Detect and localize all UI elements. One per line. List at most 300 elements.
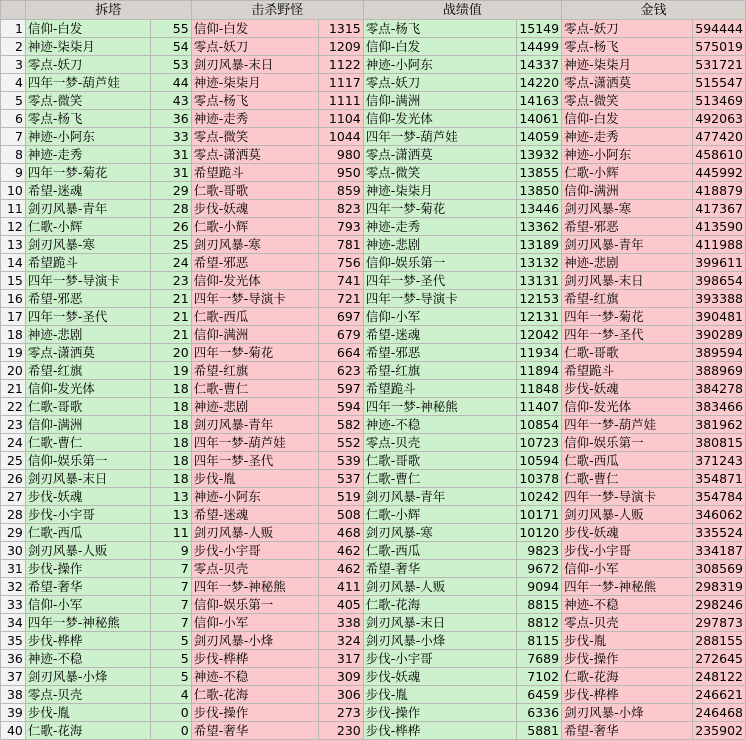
score-player-cell[interactable]: 四年一梦-菊花 (363, 200, 517, 218)
towers-value-cell[interactable]: 21 (151, 290, 192, 308)
header-jungle-kills[interactable]: 击杀野怪 (191, 1, 363, 20)
score-value-cell[interactable]: 14220 (517, 74, 562, 92)
row-number-cell[interactable]: 8 (1, 146, 26, 164)
row-number-cell[interactable]: 27 (1, 488, 26, 506)
score-player-cell[interactable]: 零点-潇洒莫 (363, 146, 517, 164)
row-number-cell[interactable]: 10 (1, 182, 26, 200)
jungle-player-cell[interactable]: 步伐-妖魂 (191, 200, 318, 218)
towers-player-cell[interactable]: 剑刃风暴-青年 (25, 200, 150, 218)
jungle-value-cell[interactable]: 781 (318, 236, 363, 254)
score-player-cell[interactable]: 四年一梦-导演卡 (363, 290, 517, 308)
towers-value-cell[interactable]: 33 (151, 128, 192, 146)
score-value-cell[interactable]: 12131 (517, 308, 562, 326)
score-player-cell[interactable]: 希望-奢华 (363, 560, 517, 578)
jungle-player-cell[interactable]: 四年一梦-导演卡 (191, 290, 318, 308)
jungle-player-cell[interactable]: 希望-邪恶 (191, 254, 318, 272)
towers-player-cell[interactable]: 仁歌-花海 (25, 722, 150, 740)
jungle-value-cell[interactable]: 823 (318, 200, 363, 218)
jungle-player-cell[interactable]: 仁歌-花海 (191, 686, 318, 704)
score-value-cell[interactable]: 13132 (517, 254, 562, 272)
towers-player-cell[interactable]: 剑刃风暴-末日 (25, 470, 150, 488)
towers-value-cell[interactable]: 7 (151, 596, 192, 614)
towers-value-cell[interactable]: 36 (151, 110, 192, 128)
towers-player-cell[interactable]: 仁歌-小辉 (25, 218, 150, 236)
towers-value-cell[interactable]: 7 (151, 560, 192, 578)
towers-value-cell[interactable]: 19 (151, 362, 192, 380)
jungle-player-cell[interactable]: 神迹-柒柒月 (191, 74, 318, 92)
jungle-value-cell[interactable]: 230 (318, 722, 363, 740)
gold-player-cell[interactable]: 仁歌-花海 (562, 668, 693, 686)
gold-value-cell[interactable]: 308569 (693, 560, 746, 578)
jungle-player-cell[interactable]: 仁歌-西瓜 (191, 308, 318, 326)
jungle-player-cell[interactable]: 信仰-娱乐第一 (191, 596, 318, 614)
score-player-cell[interactable]: 剑刃风暴-青年 (363, 488, 517, 506)
gold-value-cell[interactable]: 248122 (693, 668, 746, 686)
gold-player-cell[interactable]: 零点-潇洒莫 (562, 74, 693, 92)
towers-value-cell[interactable]: 7 (151, 578, 192, 596)
gold-value-cell[interactable]: 594444 (693, 20, 746, 38)
row-number-cell[interactable]: 24 (1, 434, 26, 452)
gold-value-cell[interactable]: 384278 (693, 380, 746, 398)
jungle-value-cell[interactable]: 980 (318, 146, 363, 164)
jungle-player-cell[interactable]: 剑刃风暴-人贩 (191, 524, 318, 542)
score-value-cell[interactable]: 9672 (517, 560, 562, 578)
gold-player-cell[interactable]: 步伐-桦桦 (562, 686, 693, 704)
jungle-value-cell[interactable]: 664 (318, 344, 363, 362)
gold-value-cell[interactable]: 346062 (693, 506, 746, 524)
jungle-player-cell[interactable]: 希望-红旗 (191, 362, 318, 380)
towers-player-cell[interactable]: 步伐-桦桦 (25, 632, 150, 650)
row-number-cell[interactable]: 4 (1, 74, 26, 92)
score-value-cell[interactable]: 7102 (517, 668, 562, 686)
score-value-cell[interactable]: 14059 (517, 128, 562, 146)
jungle-value-cell[interactable]: 1044 (318, 128, 363, 146)
gold-value-cell[interactable]: 354871 (693, 470, 746, 488)
gold-value-cell[interactable]: 246621 (693, 686, 746, 704)
score-player-cell[interactable]: 零点-微笑 (363, 164, 517, 182)
gold-player-cell[interactable]: 希望跪斗 (562, 362, 693, 380)
jungle-player-cell[interactable]: 希望-迷魂 (191, 506, 318, 524)
gold-player-cell[interactable]: 神迹-不稳 (562, 596, 693, 614)
gold-value-cell[interactable]: 399611 (693, 254, 746, 272)
towers-value-cell[interactable]: 11 (151, 524, 192, 542)
jungle-player-cell[interactable]: 神迹-走秀 (191, 110, 318, 128)
towers-player-cell[interactable]: 神迹-小阿东 (25, 128, 150, 146)
score-value-cell[interactable]: 12153 (517, 290, 562, 308)
gold-player-cell[interactable]: 信仰-娱乐第一 (562, 434, 693, 452)
score-value-cell[interactable]: 12042 (517, 326, 562, 344)
row-number-cell[interactable]: 12 (1, 218, 26, 236)
jungle-value-cell[interactable]: 1209 (318, 38, 363, 56)
gold-value-cell[interactable]: 371243 (693, 452, 746, 470)
row-number-cell[interactable]: 35 (1, 632, 26, 650)
towers-player-cell[interactable]: 步伐-胤 (25, 704, 150, 722)
gold-player-cell[interactable]: 零点-杨飞 (562, 38, 693, 56)
towers-value-cell[interactable]: 54 (151, 38, 192, 56)
gold-player-cell[interactable]: 信仰-白发 (562, 110, 693, 128)
score-player-cell[interactable]: 四年一梦-葫芦娃 (363, 128, 517, 146)
row-number-cell[interactable]: 34 (1, 614, 26, 632)
jungle-value-cell[interactable]: 338 (318, 614, 363, 632)
gold-value-cell[interactable]: 513469 (693, 92, 746, 110)
row-number-cell[interactable]: 13 (1, 236, 26, 254)
jungle-player-cell[interactable]: 希望-奢华 (191, 722, 318, 740)
score-value-cell[interactable]: 10854 (517, 416, 562, 434)
jungle-player-cell[interactable]: 剑刃风暴-青年 (191, 416, 318, 434)
towers-player-cell[interactable]: 仁歌-哥歌 (25, 398, 150, 416)
score-value-cell[interactable]: 13932 (517, 146, 562, 164)
gold-value-cell[interactable]: 531721 (693, 56, 746, 74)
jungle-player-cell[interactable]: 零点-潇洒莫 (191, 146, 318, 164)
towers-player-cell[interactable]: 零点-贝壳 (25, 686, 150, 704)
jungle-player-cell[interactable]: 零点-微笑 (191, 128, 318, 146)
row-number-cell[interactable]: 32 (1, 578, 26, 596)
jungle-value-cell[interactable]: 405 (318, 596, 363, 614)
gold-value-cell[interactable]: 335524 (693, 524, 746, 542)
gold-value-cell[interactable]: 388969 (693, 362, 746, 380)
row-number-cell[interactable]: 5 (1, 92, 26, 110)
jungle-player-cell[interactable]: 信仰-满洲 (191, 326, 318, 344)
score-value-cell[interactable]: 13446 (517, 200, 562, 218)
gold-value-cell[interactable]: 235902 (693, 722, 746, 740)
jungle-player-cell[interactable]: 零点-妖刀 (191, 38, 318, 56)
score-value-cell[interactable]: 14163 (517, 92, 562, 110)
towers-value-cell[interactable]: 21 (151, 326, 192, 344)
score-value-cell[interactable]: 13855 (517, 164, 562, 182)
score-value-cell[interactable]: 10242 (517, 488, 562, 506)
towers-player-cell[interactable]: 信仰-白发 (25, 20, 150, 38)
gold-value-cell[interactable]: 334187 (693, 542, 746, 560)
gold-value-cell[interactable]: 492063 (693, 110, 746, 128)
jungle-value-cell[interactable]: 721 (318, 290, 363, 308)
row-number-cell[interactable]: 15 (1, 272, 26, 290)
jungle-value-cell[interactable]: 324 (318, 632, 363, 650)
towers-player-cell[interactable]: 四年一梦-葫芦娃 (25, 74, 150, 92)
gold-player-cell[interactable]: 步伐-胤 (562, 632, 693, 650)
row-number-cell[interactable]: 26 (1, 470, 26, 488)
towers-player-cell[interactable]: 零点-杨飞 (25, 110, 150, 128)
score-player-cell[interactable]: 零点-贝壳 (363, 434, 517, 452)
gold-value-cell[interactable]: 297873 (693, 614, 746, 632)
jungle-player-cell[interactable]: 四年一梦-圣代 (191, 452, 318, 470)
towers-value-cell[interactable]: 25 (151, 236, 192, 254)
jungle-value-cell[interactable]: 950 (318, 164, 363, 182)
row-number-cell[interactable]: 31 (1, 560, 26, 578)
score-player-cell[interactable]: 剑刃风暴-人贩 (363, 578, 517, 596)
jungle-player-cell[interactable]: 步伐-桦桦 (191, 650, 318, 668)
towers-value-cell[interactable]: 0 (151, 722, 192, 740)
gold-player-cell[interactable]: 希望-邪恶 (562, 218, 693, 236)
jungle-player-cell[interactable]: 步伐-操作 (191, 704, 318, 722)
score-player-cell[interactable]: 神迹-悲剧 (363, 236, 517, 254)
score-value-cell[interactable]: 14061 (517, 110, 562, 128)
score-player-cell[interactable]: 步伐-妖魂 (363, 668, 517, 686)
score-player-cell[interactable]: 步伐-操作 (363, 704, 517, 722)
row-number-cell[interactable]: 9 (1, 164, 26, 182)
row-number-cell[interactable]: 36 (1, 650, 26, 668)
score-player-cell[interactable]: 神迹-不稳 (363, 416, 517, 434)
gold-value-cell[interactable]: 575019 (693, 38, 746, 56)
jungle-player-cell[interactable]: 仁歌-小辉 (191, 218, 318, 236)
jungle-value-cell[interactable]: 1104 (318, 110, 363, 128)
towers-value-cell[interactable]: 24 (151, 254, 192, 272)
jungle-player-cell[interactable]: 神迹-小阿东 (191, 488, 318, 506)
score-player-cell[interactable]: 剑刃风暴-寒 (363, 524, 517, 542)
score-player-cell[interactable]: 步伐-小宇哥 (363, 650, 517, 668)
score-player-cell[interactable]: 仁歌-曹仁 (363, 470, 517, 488)
towers-value-cell[interactable]: 5 (151, 632, 192, 650)
gold-player-cell[interactable]: 四年一梦-葫芦娃 (562, 416, 693, 434)
towers-player-cell[interactable]: 希望-红旗 (25, 362, 150, 380)
gold-player-cell[interactable]: 信仰-发光体 (562, 398, 693, 416)
towers-value-cell[interactable]: 5 (151, 668, 192, 686)
towers-player-cell[interactable]: 信仰-小军 (25, 596, 150, 614)
gold-value-cell[interactable]: 383466 (693, 398, 746, 416)
jungle-value-cell[interactable]: 1117 (318, 74, 363, 92)
row-number-cell[interactable]: 39 (1, 704, 26, 722)
row-number-cell[interactable]: 38 (1, 686, 26, 704)
jungle-value-cell[interactable]: 1122 (318, 56, 363, 74)
corner-cell[interactable] (1, 1, 26, 20)
towers-player-cell[interactable]: 剑刃风暴-寒 (25, 236, 150, 254)
towers-player-cell[interactable]: 四年一梦-导演卡 (25, 272, 150, 290)
towers-player-cell[interactable]: 信仰-发光体 (25, 380, 150, 398)
gold-value-cell[interactable]: 417367 (693, 200, 746, 218)
row-number-cell[interactable]: 19 (1, 344, 26, 362)
score-value-cell[interactable]: 10378 (517, 470, 562, 488)
gold-value-cell[interactable]: 246468 (693, 704, 746, 722)
towers-value-cell[interactable]: 18 (151, 380, 192, 398)
gold-value-cell[interactable]: 445992 (693, 164, 746, 182)
score-player-cell[interactable]: 步伐-胤 (363, 686, 517, 704)
jungle-value-cell[interactable]: 317 (318, 650, 363, 668)
towers-value-cell[interactable]: 18 (151, 398, 192, 416)
gold-value-cell[interactable]: 380815 (693, 434, 746, 452)
gold-player-cell[interactable]: 步伐-操作 (562, 650, 693, 668)
row-number-cell[interactable]: 6 (1, 110, 26, 128)
score-value-cell[interactable]: 13362 (517, 218, 562, 236)
jungle-player-cell[interactable]: 四年一梦-葫芦娃 (191, 434, 318, 452)
jungle-value-cell[interactable]: 1315 (318, 20, 363, 38)
jungle-value-cell[interactable]: 306 (318, 686, 363, 704)
score-player-cell[interactable]: 信仰-发光体 (363, 110, 517, 128)
row-number-cell[interactable]: 30 (1, 542, 26, 560)
gold-player-cell[interactable]: 希望-红旗 (562, 290, 693, 308)
towers-value-cell[interactable]: 31 (151, 164, 192, 182)
score-value-cell[interactable]: 11934 (517, 344, 562, 362)
score-player-cell[interactable]: 希望跪斗 (363, 380, 517, 398)
score-player-cell[interactable]: 仁歌-哥歌 (363, 452, 517, 470)
gold-value-cell[interactable]: 298246 (693, 596, 746, 614)
gold-player-cell[interactable]: 四年一梦-圣代 (562, 326, 693, 344)
score-player-cell[interactable]: 四年一梦-神秘熊 (363, 398, 517, 416)
towers-player-cell[interactable]: 神迹-走秀 (25, 146, 150, 164)
towers-value-cell[interactable]: 28 (151, 200, 192, 218)
score-player-cell[interactable]: 信仰-娱乐第一 (363, 254, 517, 272)
score-value-cell[interactable]: 10120 (517, 524, 562, 542)
jungle-player-cell[interactable]: 信仰-发光体 (191, 272, 318, 290)
towers-player-cell[interactable]: 剑刃风暴-人贩 (25, 542, 150, 560)
score-player-cell[interactable]: 仁歌-花海 (363, 596, 517, 614)
score-player-cell[interactable]: 神迹-走秀 (363, 218, 517, 236)
score-value-cell[interactable]: 8115 (517, 632, 562, 650)
row-number-cell[interactable]: 18 (1, 326, 26, 344)
jungle-value-cell[interactable]: 697 (318, 308, 363, 326)
towers-player-cell[interactable]: 希望-邪恶 (25, 290, 150, 308)
towers-player-cell[interactable]: 仁歌-曹仁 (25, 434, 150, 452)
towers-player-cell[interactable]: 零点-妖刀 (25, 56, 150, 74)
towers-value-cell[interactable]: 18 (151, 470, 192, 488)
score-player-cell[interactable]: 希望-迷魂 (363, 326, 517, 344)
score-value-cell[interactable]: 13189 (517, 236, 562, 254)
score-player-cell[interactable]: 剑刃风暴-小烽 (363, 632, 517, 650)
row-number-cell[interactable]: 1 (1, 20, 26, 38)
towers-player-cell[interactable]: 剑刃风暴-小烽 (25, 668, 150, 686)
score-player-cell[interactable]: 信仰-满洲 (363, 92, 517, 110)
jungle-player-cell[interactable]: 信仰-小军 (191, 614, 318, 632)
jungle-value-cell[interactable]: 859 (318, 182, 363, 200)
jungle-value-cell[interactable]: 539 (318, 452, 363, 470)
towers-player-cell[interactable]: 零点-微笑 (25, 92, 150, 110)
towers-value-cell[interactable]: 20 (151, 344, 192, 362)
jungle-player-cell[interactable]: 剑刃风暴-寒 (191, 236, 318, 254)
towers-value-cell[interactable]: 53 (151, 56, 192, 74)
score-player-cell[interactable]: 仁歌-西瓜 (363, 542, 517, 560)
score-player-cell[interactable]: 零点-妖刀 (363, 74, 517, 92)
towers-player-cell[interactable]: 步伐-小宇哥 (25, 506, 150, 524)
gold-player-cell[interactable]: 仁歌-曹仁 (562, 470, 693, 488)
towers-player-cell[interactable]: 信仰-满洲 (25, 416, 150, 434)
score-player-cell[interactable]: 神迹-小阿东 (363, 56, 517, 74)
score-value-cell[interactable]: 10171 (517, 506, 562, 524)
score-value-cell[interactable]: 13850 (517, 182, 562, 200)
gold-player-cell[interactable]: 剑刃风暴-人贩 (562, 506, 693, 524)
score-player-cell[interactable]: 仁歌-小辉 (363, 506, 517, 524)
gold-value-cell[interactable]: 477420 (693, 128, 746, 146)
row-number-cell[interactable]: 17 (1, 308, 26, 326)
jungle-value-cell[interactable]: 519 (318, 488, 363, 506)
towers-player-cell[interactable]: 仁歌-西瓜 (25, 524, 150, 542)
gold-player-cell[interactable]: 神迹-走秀 (562, 128, 693, 146)
jungle-value-cell[interactable]: 594 (318, 398, 363, 416)
score-value-cell[interactable]: 7689 (517, 650, 562, 668)
towers-value-cell[interactable]: 21 (151, 308, 192, 326)
row-number-cell[interactable]: 7 (1, 128, 26, 146)
towers-value-cell[interactable]: 44 (151, 74, 192, 92)
gold-value-cell[interactable]: 393388 (693, 290, 746, 308)
jungle-player-cell[interactable]: 四年一梦-菊花 (191, 344, 318, 362)
gold-value-cell[interactable]: 298319 (693, 578, 746, 596)
towers-player-cell[interactable]: 希望跪斗 (25, 254, 150, 272)
score-value-cell[interactable]: 6336 (517, 704, 562, 722)
gold-player-cell[interactable]: 四年一梦-导演卡 (562, 488, 693, 506)
gold-player-cell[interactable]: 剑刃风暴-小烽 (562, 704, 693, 722)
jungle-value-cell[interactable]: 552 (318, 434, 363, 452)
score-value-cell[interactable]: 8815 (517, 596, 562, 614)
score-value-cell[interactable]: 8812 (517, 614, 562, 632)
jungle-player-cell[interactable]: 步伐-小宇哥 (191, 542, 318, 560)
jungle-player-cell[interactable]: 仁歌-哥歌 (191, 182, 318, 200)
score-value-cell[interactable]: 11848 (517, 380, 562, 398)
gold-value-cell[interactable]: 515547 (693, 74, 746, 92)
row-number-cell[interactable]: 25 (1, 452, 26, 470)
jungle-value-cell[interactable]: 462 (318, 542, 363, 560)
gold-player-cell[interactable]: 神迹-柒柒月 (562, 56, 693, 74)
towers-value-cell[interactable]: 18 (151, 452, 192, 470)
towers-player-cell[interactable]: 神迹-悲剧 (25, 326, 150, 344)
header-gold[interactable]: 金钱 (562, 1, 746, 20)
towers-player-cell[interactable]: 四年一梦-神秘熊 (25, 614, 150, 632)
gold-player-cell[interactable]: 仁歌-哥歌 (562, 344, 693, 362)
gold-value-cell[interactable]: 458610 (693, 146, 746, 164)
towers-value-cell[interactable]: 9 (151, 542, 192, 560)
jungle-player-cell[interactable]: 步伐-胤 (191, 470, 318, 488)
gold-player-cell[interactable]: 四年一梦-菊花 (562, 308, 693, 326)
jungle-player-cell[interactable]: 神迹-不稳 (191, 668, 318, 686)
gold-player-cell[interactable]: 神迹-小阿东 (562, 146, 693, 164)
jungle-value-cell[interactable]: 756 (318, 254, 363, 272)
jungle-value-cell[interactable]: 679 (318, 326, 363, 344)
jungle-value-cell[interactable]: 793 (318, 218, 363, 236)
score-value-cell[interactable]: 14337 (517, 56, 562, 74)
gold-player-cell[interactable]: 信仰-满洲 (562, 182, 693, 200)
gold-player-cell[interactable]: 零点-微笑 (562, 92, 693, 110)
jungle-value-cell[interactable]: 623 (318, 362, 363, 380)
towers-player-cell[interactable]: 四年一梦-菊花 (25, 164, 150, 182)
score-player-cell[interactable]: 步伐-桦桦 (363, 722, 517, 740)
gold-player-cell[interactable]: 仁歌-小辉 (562, 164, 693, 182)
towers-player-cell[interactable]: 神迹-不稳 (25, 650, 150, 668)
towers-value-cell[interactable]: 18 (151, 416, 192, 434)
jungle-value-cell[interactable]: 597 (318, 380, 363, 398)
jungle-value-cell[interactable]: 537 (318, 470, 363, 488)
towers-value-cell[interactable]: 55 (151, 20, 192, 38)
gold-player-cell[interactable]: 剑刃风暴-寒 (562, 200, 693, 218)
gold-value-cell[interactable]: 413590 (693, 218, 746, 236)
gold-value-cell[interactable]: 390481 (693, 308, 746, 326)
towers-player-cell[interactable]: 零点-潇洒莫 (25, 344, 150, 362)
towers-value-cell[interactable]: 23 (151, 272, 192, 290)
score-value-cell[interactable]: 9094 (517, 578, 562, 596)
score-player-cell[interactable]: 信仰-小军 (363, 308, 517, 326)
jungle-value-cell[interactable]: 411 (318, 578, 363, 596)
header-score[interactable]: 战绩值 (363, 1, 561, 20)
gold-player-cell[interactable]: 剑刃风暴-末日 (562, 272, 693, 290)
jungle-player-cell[interactable]: 仁歌-曹仁 (191, 380, 318, 398)
jungle-player-cell[interactable]: 剑刃风暴-末日 (191, 56, 318, 74)
row-number-cell[interactable]: 40 (1, 722, 26, 740)
row-number-cell[interactable]: 14 (1, 254, 26, 272)
jungle-player-cell[interactable]: 希望跪斗 (191, 164, 318, 182)
row-number-cell[interactable]: 23 (1, 416, 26, 434)
towers-value-cell[interactable]: 13 (151, 488, 192, 506)
gold-value-cell[interactable]: 411988 (693, 236, 746, 254)
jungle-player-cell[interactable]: 四年一梦-神秘熊 (191, 578, 318, 596)
row-number-cell[interactable]: 28 (1, 506, 26, 524)
towers-value-cell[interactable]: 43 (151, 92, 192, 110)
score-value-cell[interactable]: 11894 (517, 362, 562, 380)
towers-value-cell[interactable]: 4 (151, 686, 192, 704)
towers-value-cell[interactable]: 26 (151, 218, 192, 236)
jungle-player-cell[interactable]: 剑刃风暴-小烽 (191, 632, 318, 650)
towers-value-cell[interactable]: 31 (151, 146, 192, 164)
score-player-cell[interactable]: 四年一梦-圣代 (363, 272, 517, 290)
gold-value-cell[interactable]: 272645 (693, 650, 746, 668)
towers-player-cell[interactable]: 希望-迷魂 (25, 182, 150, 200)
gold-value-cell[interactable]: 354784 (693, 488, 746, 506)
score-value-cell[interactable]: 5881 (517, 722, 562, 740)
score-value-cell[interactable]: 6459 (517, 686, 562, 704)
